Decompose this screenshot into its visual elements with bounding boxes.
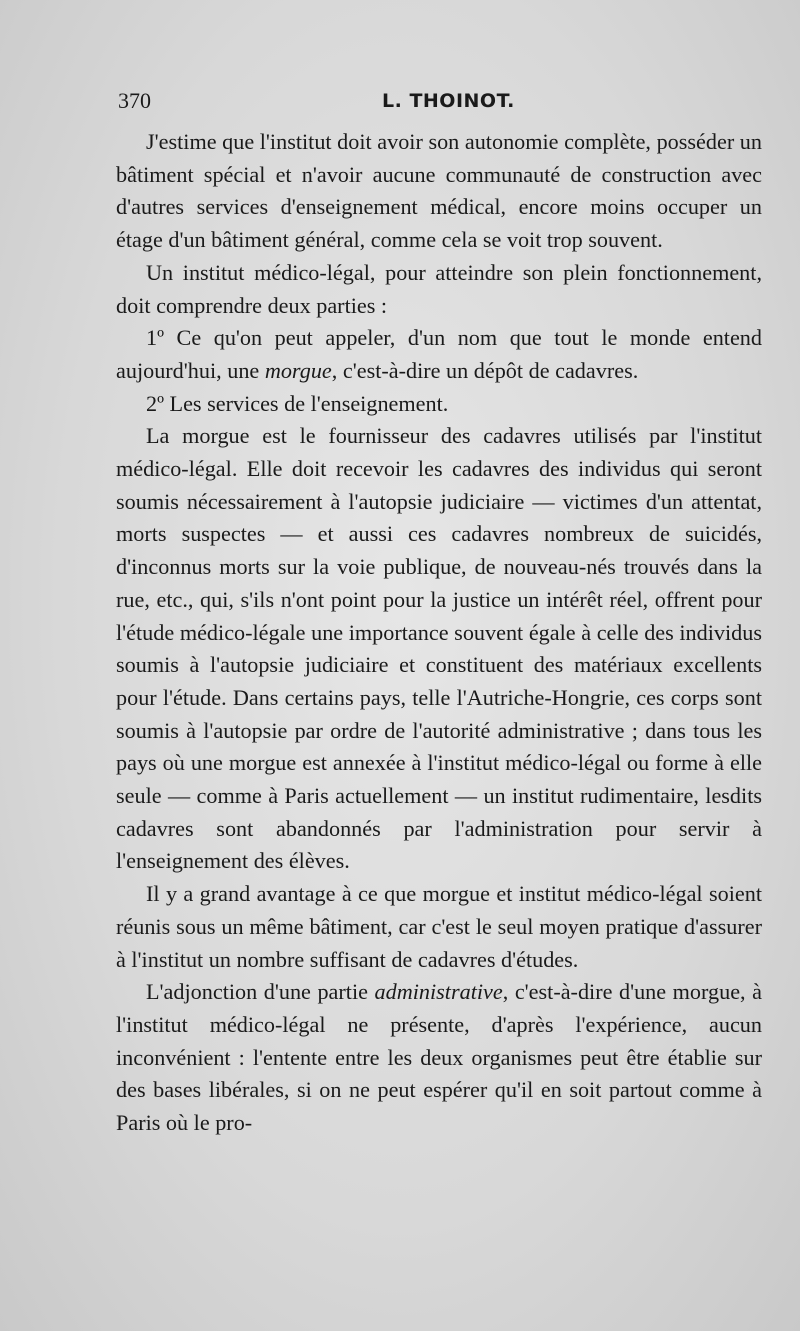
paragraph bbox=[116, 878, 762, 976]
paragraph-text: Un institut médico-légal, pour atteindre son plein fonctionnement, doit comprendre deux parties : bbox=[116, 259, 762, 318]
italic-term: morgue bbox=[264, 357, 332, 383]
paragraph-text: , c'est-à-dire un dépôt de cadavres. bbox=[331, 357, 639, 383]
paragraph bbox=[116, 257, 762, 322]
paragraph bbox=[116, 322, 762, 387]
paragraph-text: L'adjonction d'une partie bbox=[146, 979, 375, 1005]
paragraph-text: , c'est-à-dire d'une morgue, à l'institut médico-légal ne présente, d'après l'expérience, aucun inconvénient : l'entente entre les deux organismes peut être établie sur des bases libérales, si on ne peut espérer qu'il en soit partout comme à Paris où le pro- bbox=[116, 979, 763, 1136]
running-head: L. THOINOT. bbox=[382, 90, 515, 112]
paragraph-text: J'estime que l'institut doit avoir son autonomie complète, posséder un bâtiment spécial et n'avoir aucune communauté de construction avec d'autres services d'enseignement médical, encore moins occuper un étage d'un bâtiment général, comme cela se voit trop souvent. bbox=[116, 129, 762, 253]
page-header bbox=[118, 88, 758, 122]
paragraph bbox=[116, 126, 762, 257]
italic-term: administrative bbox=[374, 979, 503, 1005]
paragraph bbox=[116, 976, 762, 1140]
page-number: 370 bbox=[118, 88, 151, 113]
body-text bbox=[116, 126, 762, 1140]
paragraph-text: 1º Ce qu'on peut appeler, d'un nom que tout le monde entend aujourd'hui, une bbox=[116, 325, 762, 383]
paragraph-text: Il y a grand avantage à ce que morgue et institut médico-légal soient réunis sous un même bâtiment, car c'est le seul moyen pratique d'assurer à l'institut un nombre suffisant de cadavres d'études. bbox=[116, 881, 762, 972]
paragraph bbox=[116, 420, 762, 878]
paragraph bbox=[116, 388, 762, 421]
paragraph-text: La morgue est le fournisseur des cadavres utilisés par l'institut médico-légal. Elle doit recevoir les cadavres des individus qui seront soumis nécessairement à l'autopsie judiciaire — victimes d'un attentat, morts suspectes — et aussi ces cadavres nombreux de suicidés, d'inconnus morts sur la voie publique, de nouveau-nés trouvés dans la rue, etc., qui, s'ils n'ont point pour la justice un intérêt réel, offrent pour l'étude médico-légale une importance souvent égale à celle des individus soumis à l'autopsie judiciaire et constituent des matériaux excellents pour l'étude. Dans certains pays, telle l'Autriche-Hongrie, ces corps sont soumis à l'autopsie par ordre de l'autorité administrative ; dans tous les pays où une morgue est annexée à l'institut médico-légal ou forme à elle seule — comme à Paris actuellement — un institut rudimentaire, lesdits cadavres sont abandonnés par l'administration pour servir à l'enseignement des élèves. bbox=[116, 423, 762, 874]
paragraph-text: 2º Les services de l'enseignement. bbox=[146, 390, 449, 416]
